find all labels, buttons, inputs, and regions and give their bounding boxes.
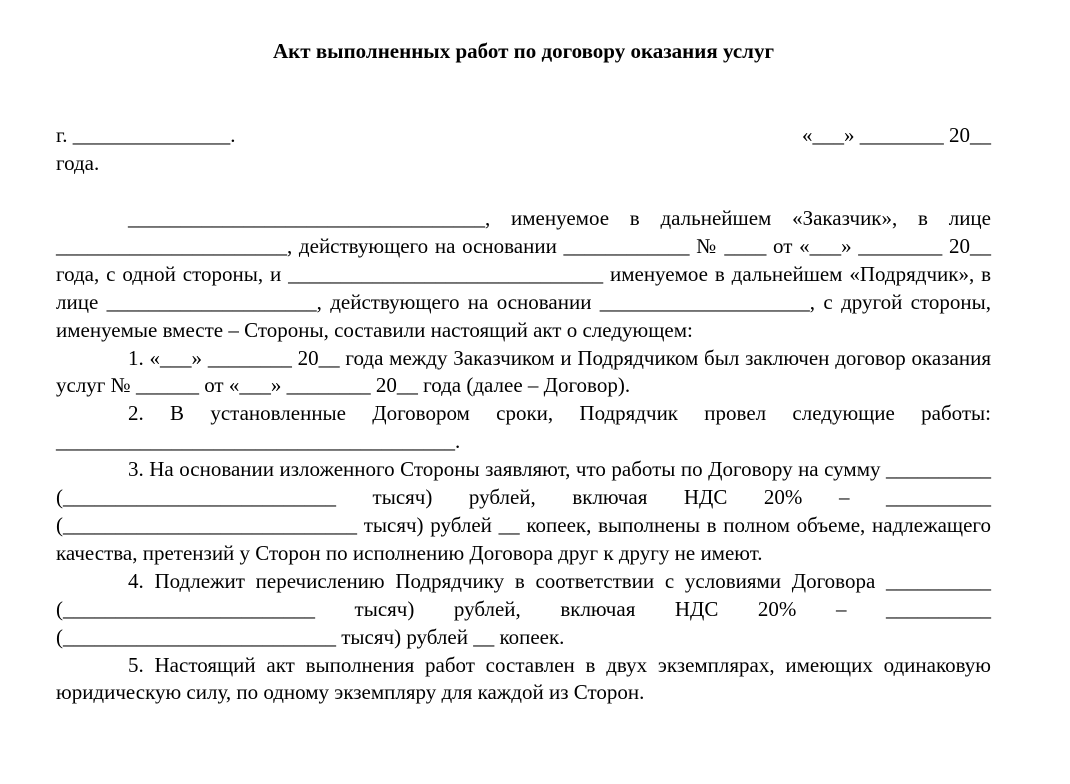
intro-paragraph: __________________________________, именуемое в дальнейшем «Заказчик», в лице ______________________, действующего на основании ____________ № ____ от «___» ________ 20__ года, с одной стороны, и ______________________________ именуемое в дальнейшем «Подрядчик», в лице ____________________, действующего на основании ____________________, с другой стороны, именуемые вместе – Стороны, составили настоящий акт о следующем:	[56, 206, 991, 342]
clause-2: 2. В установленные Договором сроки, Подрядчик провел следующие работы: ______________________________________.	[56, 401, 991, 454]
date-line: «___» ________ 20__	[802, 123, 991, 147]
city-line: г. _______________.	[56, 123, 236, 147]
clause-4: 4. Подлежит перечислению Подрядчику в соответствии с условиями Договора __________ (________________________ тысяч) рублей, включая НДС 20% – __________ (__________________________ тысяч) рублей __ копеек.	[56, 568, 991, 649]
document-body	[56, 205, 991, 707]
clause-5: 5. Настоящий акт выполнения работ составлен в двух экземплярах, имеющих одинаковую юридическую силу, по одному экземпляру для каждой из Сторон.	[56, 652, 991, 705]
clause-1: 1. «___» ________ 20__ года между Заказчиком и Подрядчиком был заключен договор оказания услуг № ______ от «___» ________ 20__ года (далее – Договор).	[56, 345, 991, 398]
document-title: Акт выполненных работ по договору оказания услуг	[273, 39, 774, 63]
clause-3: 3. На основании изложенного Стороны заявляют, что работы по Договору на сумму __________ (__________________________ тысяч) рублей, включая НДС 20% – __________ (____________________________ тысяч) рублей __ копеек, выполнены в полном объеме, надлежащего качества, претензий у Сторон по исполнению Договора друг к другу не имеют.	[56, 457, 991, 565]
date-line-continuation: года.	[56, 151, 100, 175]
